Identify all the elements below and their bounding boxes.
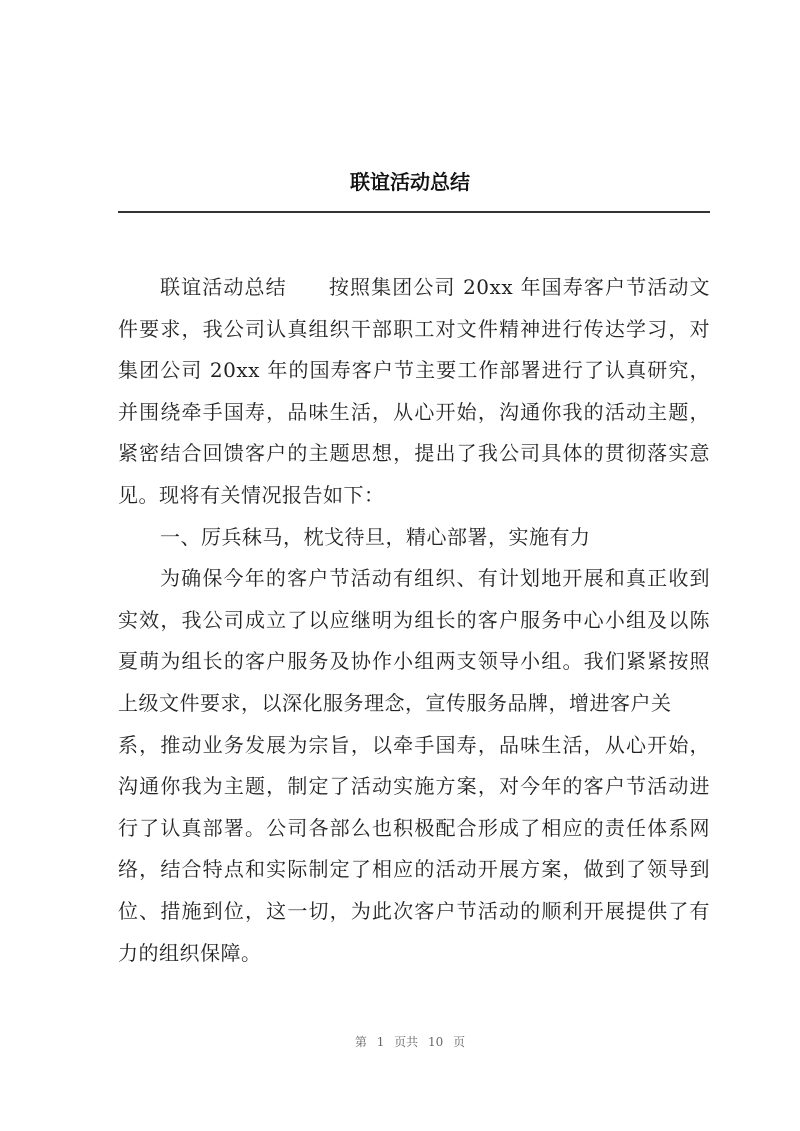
document-body (118, 270, 710, 977)
text-line: 行了认真部署。公司各部么也积极配合形成了相应的责任体系网 (118, 815, 710, 840)
text-line: 力的组织保障。 (118, 940, 262, 965)
text-line: 位、措施到位，这一切，为此次客户节活动的顺利开展提供了有 (118, 898, 710, 923)
text-line: 上级文件要求，以深化服务理念，宣传服务品牌，增进客户关 (118, 690, 672, 715)
text-line: 实效，我公司成立了以应继明为组长的客户服务中心小组及以陈 (118, 607, 710, 632)
text-line: 络，结合特点和实际制定了相应的活动开展方案，做到了领导到 (118, 857, 710, 882)
text-line: 件要求，我公司认真组织干部职工对文件精神进行传达学习，对 (118, 316, 710, 341)
text-line: 集团公司 20xx 年的国寿客户节主要工作部署进行了认真研究， (118, 358, 710, 383)
title-divider (118, 211, 710, 213)
document-title: 联谊活动总结 (350, 170, 470, 194)
text-line: 见。现将有关情况报告如下： (118, 482, 385, 507)
text-line: 联谊活动总结 按照集团公司 20xx 年国寿客户节活动文 (160, 275, 710, 299)
text-line: 为确保今年的客户节活动有组织、有计划地开展和真正收到 (160, 566, 710, 591)
text-line: 紧密结合回馈客户的主题思想，提出了我公司具体的贯彻落实意 (118, 441, 710, 466)
text-line: 系，推动业务发展为宗旨，以牵手国寿，品味生活，从心开始， (118, 732, 710, 757)
text-line: 一、厉兵秣马，枕戈待旦，精心部署，实施有力 (160, 524, 591, 549)
text-line: 夏萌为组长的客户服务及协作小组两支领导小组。我们紧紧按照 (118, 649, 710, 674)
page-footer: 第 1 页共 10 页 (354, 1035, 466, 1049)
text-line: 沟通你我为主题，制定了活动实施方案，对今年的客户节活动进 (118, 774, 710, 799)
text-line: 并围绕牵手国寿，品味生活，从心开始，沟通你我的活动主题， (118, 399, 710, 424)
